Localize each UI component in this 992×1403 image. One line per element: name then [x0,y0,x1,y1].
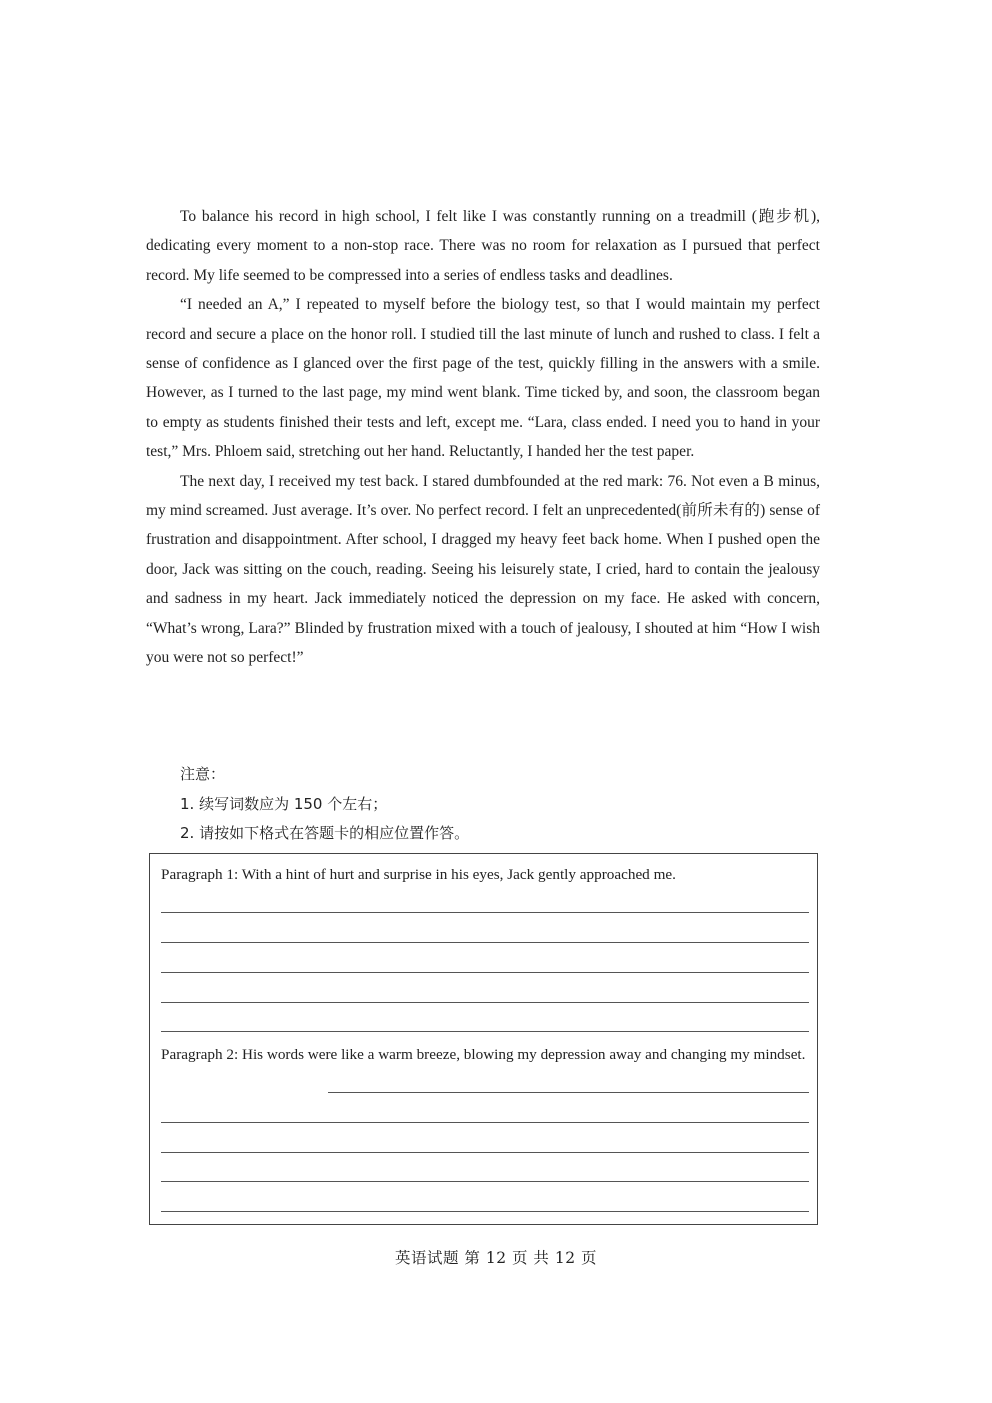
passage-paragraph-3: The next day, I received my test back. I stared dumbfounded at the red mark: 76. Not even a B minus, my mind screamed. Just average. It’s over. No perfect record. I felt an unprecedented(前所未有的) sense of frustration and disappointment. After school, I dragged my heavy feet back home. When I pushed open the door, Jack was sitting on the couch, reading. Seeing his leisurely state, I cried, hard to contain the jealousy and sadness in my heart. Jack immediately noticed the depression on my face. He asked with concern, “What’s wrong, Lara?” Blinded by frustration mixed with a touch of jealousy, I shouted at him “How I wish you were not so perfect!” [146,472,820,667]
writing-line[interactable] [161,1152,809,1153]
writing-line[interactable] [161,1031,809,1032]
writing-line[interactable] [161,942,809,943]
writing-line[interactable] [161,912,809,913]
paragraph-2-prompt [161,1040,809,1070]
instructions-heading: 注意： [180,765,226,783]
writing-line[interactable] [161,1181,809,1182]
reading-passage [146,202,820,673]
writing-line[interactable] [161,1002,809,1003]
paragraph-2-prompt-text: Paragraph 2: His words were like a warm breeze, blowing my depression away and changing my mindset. [161,1046,806,1063]
passage-paragraph-1: To balance his record in high school, I felt like I was constantly running on a treadmill (跑步机), dedicating every moment to a non-stop race. There was no room for relaxation as I pursued that perfect record. My life seemed to be compressed into a series of endless tasks and deadlines. [146,208,820,284]
writing-line[interactable] [328,1092,809,1093]
writing-line[interactable] [161,1211,809,1212]
writing-line[interactable] [161,972,809,973]
writing-line[interactable] [161,1122,809,1123]
instructions [180,760,780,849]
instruction-format: 2. 请按如下格式在答题卡的相应位置作答。 [180,824,470,842]
answer-box [149,853,818,1225]
paragraph-1-prompt: Paragraph 1: With a hint of hurt and surprise in his eyes, Jack gently approached me. [161,866,676,883]
passage-paragraph-2: “I needed an A,” I repeated to myself before the biology test, so that I would maintain my perfect record and secure a place on the honor roll. I studied till the last minute of lunch and rushed to class. I felt a sense of confidence as I glanced over the first page of the test, quickly filling in the answers with a smile. However, as I turned to the last page, my mind went blank. Time ticked by, and soon, the classroom began to empty as students finished their tests and left, except me. “Lara, class ended. I need you to hand in your test,” Mrs. Phloem said, stretching out her hand. Reluctantly, I handed her the test paper. [146,296,820,461]
page-footer: 英语试题 第 12 页 共 12 页 [394,1249,597,1267]
instruction-word-count: 1. 续写词数应为 150 个左右； [180,794,388,813]
